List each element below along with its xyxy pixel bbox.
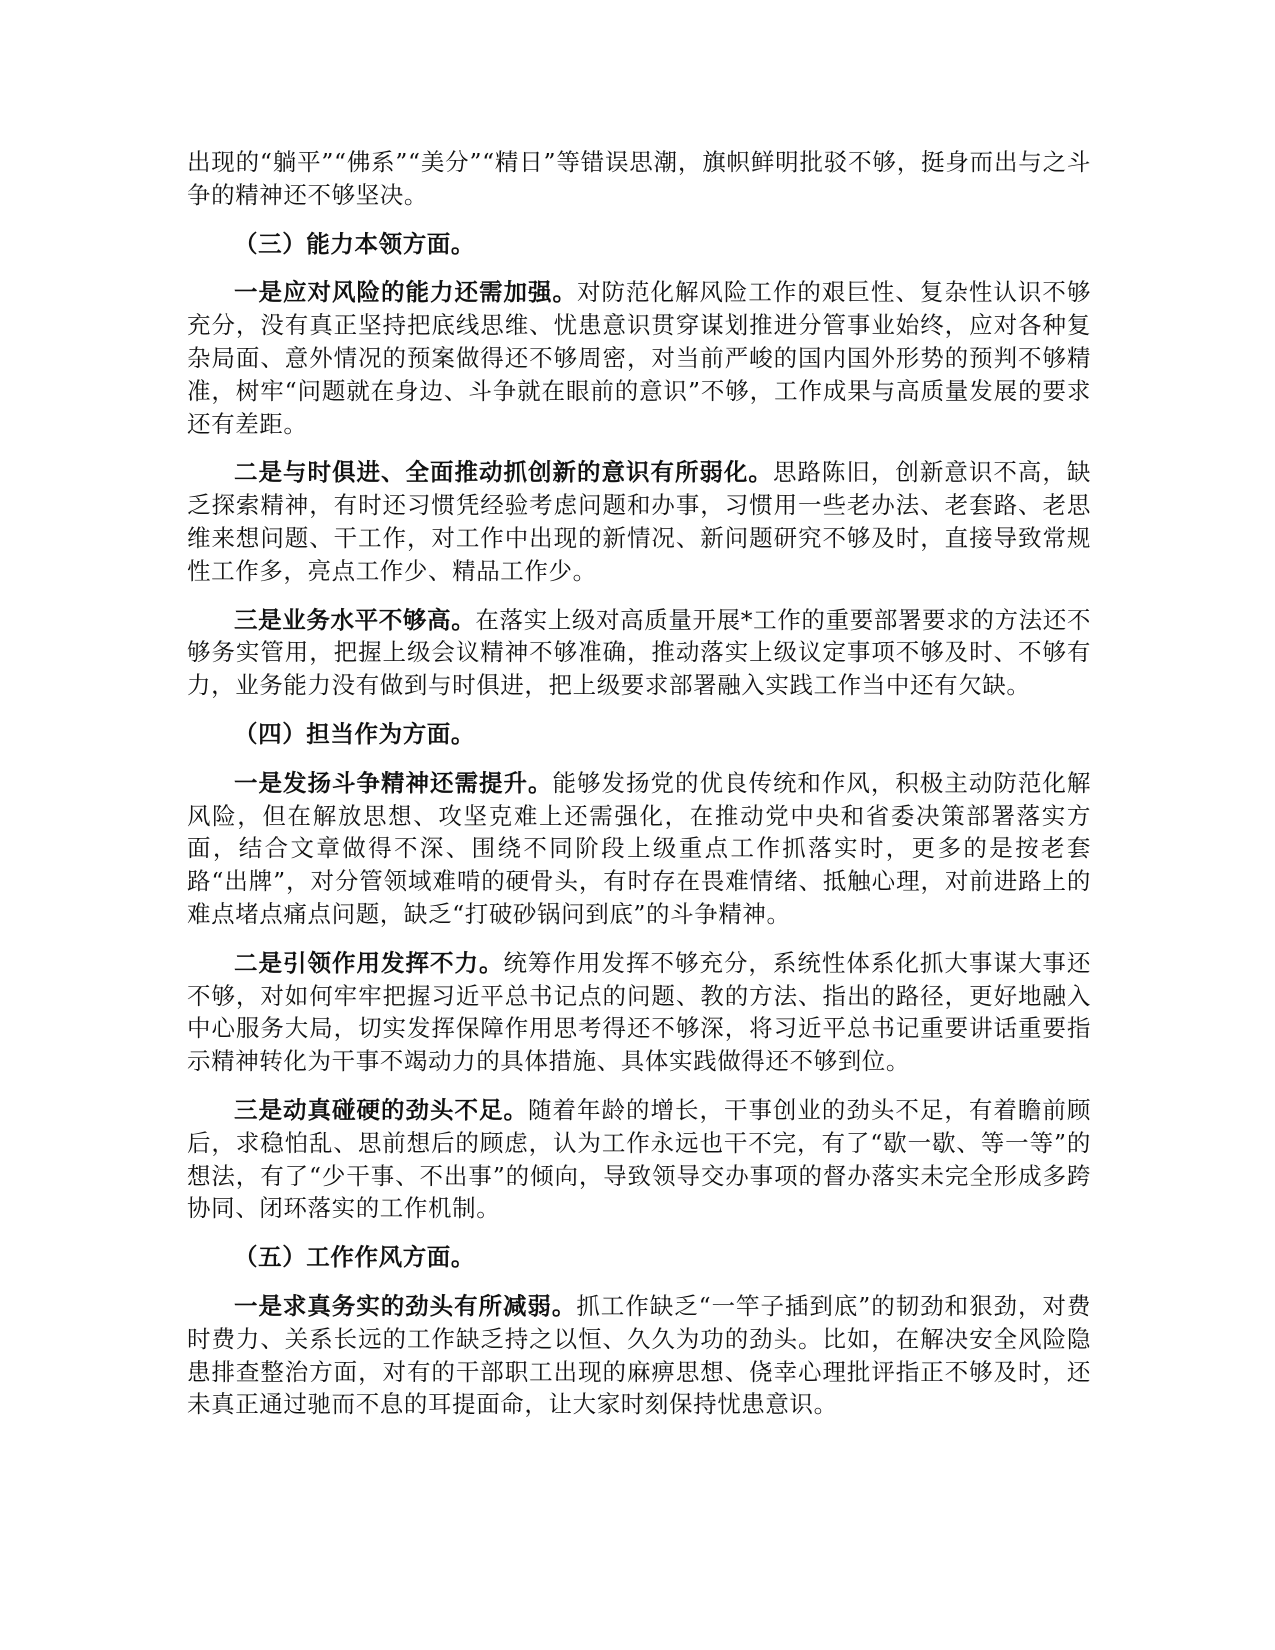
- paragraph-risk-response: [187, 276, 1091, 440]
- section-heading-ability: （三）能力本领方面。: [234, 229, 475, 258]
- paragraph-body: 对防范化解风险工作的艰巨性、复杂性认识不够充分，没有真正坚持把底线思维、忧患意识贯穿谋划推进分管事业始终，应对各种复杂局面、意外情况的预案做得还不够周密，对当前严峻的国内国外形势的预判不够精准，树牢“问题就在身边、斗争就在眼前的意识”不够，工作成果与高质量发展的要求还有差距。: [187, 278, 1091, 438]
- paragraph-innovation: [187, 456, 1091, 587]
- paragraph-lead: 三是业务水平不够高。: [234, 605, 476, 634]
- paragraph-pragmatism: [187, 1290, 1091, 1421]
- document-body: [187, 146, 1091, 1437]
- paragraph-lead: 三是动真碰硬的劲头不足。: [234, 1095, 528, 1124]
- paragraph-lead: 一是应对风险的能力还需加强。: [234, 278, 577, 307]
- section-heading-work-style: （五）工作作风方面。: [234, 1243, 475, 1272]
- paragraph-body: 思路陈旧，创新意识不高，缺乏探索精神，有时还习惯凭经验考虑问题和办事，习惯用一些老办法、老套路、老思维来想问题、干工作，对工作中出现的新情况、新问题研究不够及时，直接导致常规性工作多，亮点工作少、精品工作少。: [187, 458, 1091, 585]
- paragraph-determination: [187, 1094, 1091, 1225]
- paragraph-body: 在落实上级对高质量开展*工作的重要部署要求的方法还不够务实管用，把握上级会议精神不够准确，推动落实上级议定事项不够及时、不够有力，业务能力没有做到与时俱进，把上级要求部署融入实践工作当中还有欠缺。: [187, 605, 1091, 700]
- paragraph-lead: 一是求真务实的劲头有所减弱。: [234, 1291, 577, 1320]
- paragraph-body: 统筹作用发挥不够充分，系统性体系化抓大事谋大事还不够，对如何牢牢把握习近平总书记点的问题、教的方法、指出的路径，更好地融入中心服务大局，切实发挥保障作用思考得还不够深，将习近平总书记重要讲话重要指示精神转化为干事不竭动力的具体措施、具体实践做得还不够到位。: [187, 948, 1091, 1076]
- paragraph-body: 能够发扬党的优良传统和作风，积极主动防范化解风险，但在解放思想、攻坚克难上还需强化，在推动党中央和省委决策部署落实方面，结合文章做得不深、围绕不同阶段上级重点工作抓落实时，更多的是按老套路“出牌”，对分管领域难啃的硬骨头，有时存在畏难情绪、抵触心理，对前进路上的难点堵点痛点问题，缺乏“打破砂锅问到底”的斗争精神。: [187, 768, 1091, 928]
- paragraph-body: 随着年龄的增长，干事创业的劲头不足，有着瞻前顾后，求稳怕乱、思前想后的顾虑，认为工作永远也干不完，有了“歇一歇、等一等”的想法，有了“少干事、不出事”的倾向，导致领导交办事项的督办落实未完全形成多跨协同、闭环落实的工作机制。: [187, 1095, 1091, 1223]
- paragraph-lead: 二是引领作用发挥不力。: [234, 948, 504, 977]
- section-heading-responsibility: （四）担当作为方面。: [234, 719, 475, 748]
- paragraph-lead: 二是与时俱进、全面推动抓创新的意识有所弱化。: [234, 458, 773, 487]
- paragraph-struggle-spirit: [187, 767, 1091, 931]
- continuation-paragraph: 出现的“躺平”“佛系”“美分”“精日”等错误思潮，旗帜鲜明批驳不够，挺身而出与之斗争的精神还不够坚决。: [187, 148, 1091, 209]
- paragraph-lead: 一是发扬斗争精神还需提升。: [234, 768, 553, 797]
- paragraph-business-level: [187, 604, 1091, 702]
- paragraph-body: 抓工作缺乏“一竿子插到底”的韧劲和狠劲，对费时费力、关系长远的工作缺乏持之以恒、久久为功的劲头。比如，在解决安全风险隐患排查整治方面，对有的干部职工出现的麻痹思想、侥幸心理批评指正不够及时，还未真正通过驰而不息的耳提面命，让大家时刻保持忧患意识。: [187, 1291, 1091, 1419]
- paragraph-leading-role: [187, 947, 1091, 1078]
